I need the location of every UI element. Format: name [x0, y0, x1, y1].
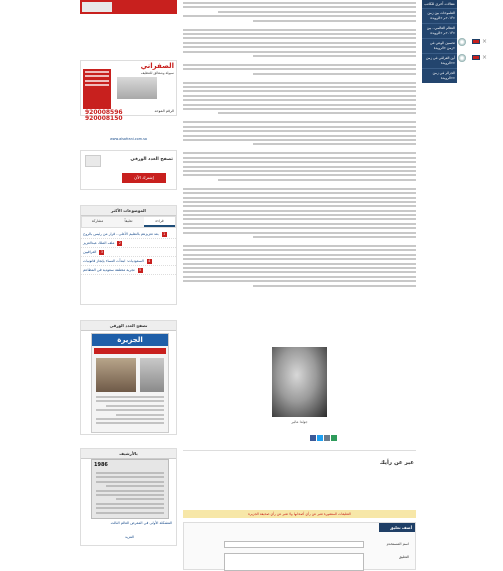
article-photo: [272, 347, 327, 417]
archive-box: [80, 448, 177, 546]
sidebar-article-link[interactable]: النظام العالمي.. بين ٢٠١٣م «الرويدة»: [422, 23, 457, 38]
headline-bar: [94, 348, 166, 354]
share-bar: [310, 435, 337, 441]
comment-label: التعليق: [398, 555, 409, 559]
photo-caption: جولدا مائير: [291, 420, 308, 424]
advertisement[interactable]: [80, 60, 177, 122]
globe-icon[interactable]: [458, 38, 466, 46]
other-articles-heading: مقالات أخرى للكاتب: [422, 0, 457, 8]
ad-subtitle: سيولة وشقائق للتنظيف: [140, 71, 174, 75]
uk-flag-icon: [472, 55, 480, 60]
popular-title: الموضوعات الأكثر: [81, 206, 176, 216]
list-item[interactable]: 3 العراقيين: [81, 248, 176, 257]
cover-photo: [140, 358, 164, 392]
print-edition-title: تصفح العدد الورقي: [81, 321, 176, 331]
article-text: [183, 2, 416, 287]
newspaper-icon: [85, 155, 101, 167]
language-switch-en[interactable]: [472, 38, 487, 45]
close-icon[interactable]: ×: [482, 54, 488, 61]
uk-flag-icon: [472, 39, 480, 44]
twitter-icon[interactable]: [317, 435, 323, 441]
popular-box: [80, 205, 177, 305]
ad-phone: 920008150: [85, 115, 123, 122]
cover-photo: [96, 358, 136, 392]
ad-brand: الصفراني: [140, 62, 174, 70]
ad-website[interactable]: www.alsafrani.com.sa: [110, 137, 147, 141]
globe-icon[interactable]: [458, 54, 466, 62]
username-field[interactable]: [224, 541, 364, 548]
list-item[interactable]: 5 تجربة مختلفة سعودية في المطاعم: [81, 266, 176, 275]
close-icon[interactable]: ×: [482, 38, 488, 45]
archive-caption[interactable]: المشكلة الأولى في المعرض العالم الثالث: [110, 521, 172, 525]
print-edition-box: [80, 320, 177, 435]
comment-textarea[interactable]: [224, 553, 364, 571]
subscribe-title: تصفح العدد الورقي: [130, 157, 173, 162]
archive-year: 1986: [94, 462, 108, 468]
sidebar-article-link[interactable]: الجزائر في زمن «الرويدة»: [422, 68, 457, 83]
list-item[interactable]: 4 السعوديات: ابتدأت النساء بإنجاز قانونيات: [81, 257, 176, 266]
right-sidebar: [422, 0, 457, 95]
email-icon[interactable]: [324, 435, 330, 441]
ad-phone-label: الرقم الموحد: [154, 109, 174, 113]
divider: [183, 450, 416, 451]
article-body: [183, 2, 416, 497]
archive-title: بالأرشيف: [81, 449, 176, 459]
ad-side-panel: [83, 69, 111, 109]
print-icon[interactable]: [331, 435, 337, 441]
popular-list: [81, 228, 176, 275]
masthead: الجزيرة: [92, 334, 168, 346]
left-sidebar: [80, 0, 177, 570]
banner-image: [82, 2, 112, 12]
ad-photo: [117, 77, 157, 99]
tab-shares[interactable]: مشاركة: [91, 219, 104, 223]
list-item[interactable]: 1 بعد تعزيزهم بالتعليم الأعلى.. قرار من رئيس بالروح: [81, 230, 176, 239]
language-switch-en[interactable]: [472, 54, 487, 61]
archive-more-link[interactable]: المزيد: [124, 535, 135, 539]
top-banner[interactable]: [80, 0, 177, 14]
list-item[interactable]: 2 ملف الملك عبدالعزيز: [81, 239, 176, 248]
tab-reads[interactable]: قراءة: [144, 217, 175, 227]
comments-notice: التعليقات المنشورة تعبر عن رأي أصحابها ولا تعبر عن رأي صحيفة الجزيرة: [183, 510, 416, 518]
newspaper-cover[interactable]: [91, 333, 169, 433]
tab-comments[interactable]: تعليقاً: [124, 219, 133, 223]
ad-phone: 920008596: [85, 109, 123, 116]
comment-form-title: أضف تعليق: [379, 523, 415, 532]
archive-image[interactable]: [91, 459, 169, 519]
comment-form: [183, 522, 416, 570]
sidebar-article-link[interactable]: الطموحات بين زمن ٢٠١٣م «الرويدة»: [422, 8, 457, 23]
popular-tabs: [81, 216, 176, 228]
facebook-icon[interactable]: [310, 435, 316, 441]
name-label: اسم المستخدم: [386, 542, 409, 546]
sidebar-article-link[interactable]: أين العراقي في زمن «الرويدة»: [422, 53, 457, 68]
comments-heading: عبر عن رأيك: [379, 460, 414, 466]
subscribe-button[interactable]: إشترك الآن: [122, 173, 166, 183]
sidebar-article-link[interactable]: تحسين الوعي في زمن «الرويدة»: [422, 38, 457, 53]
subscribe-box: [80, 150, 177, 190]
